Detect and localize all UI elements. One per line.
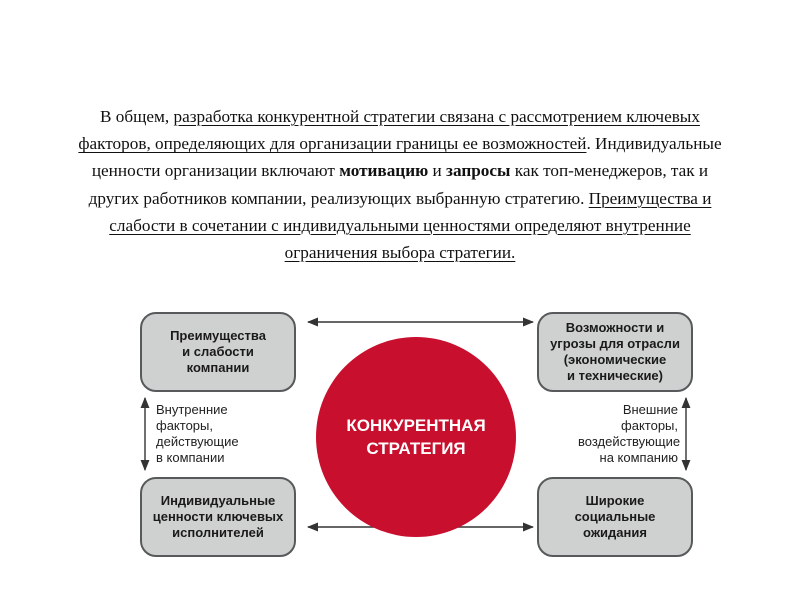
- intro-underlined-2: Преимущества и слабости в сочетании с индивидуальными ценностями определяют внутренние ограничения выбора стратегии.: [109, 188, 712, 263]
- intro-text-1: В общем,: [100, 107, 174, 126]
- intro-text-2: . Индивидуальные ценности организации включают: [91, 134, 722, 181]
- box-social-expectations: Широкие социальные ожидания: [537, 477, 693, 557]
- label-external-factors: Внешние факторы, воздействующие на компанию: [578, 402, 681, 465]
- competitive-strategy-circle: КОНКУРЕНТНАЯ СТРАТЕГИЯ: [316, 337, 516, 537]
- intro-text-4: как топ-менеджеров, так и других работников компании, реализующих выбранную стратегию.: [88, 161, 709, 208]
- intro-bold-requests: запросы: [446, 161, 511, 181]
- intro-underlined-1: разработка конкурентной стратегии связана с рассмотрением ключевых факторов, определяющих для организации границы ее возможностей: [78, 107, 700, 154]
- label-internal-factors: Внутренние факторы, действующие в компании: [156, 402, 239, 465]
- intro-text-3: и: [428, 161, 447, 181]
- intro-bold-motivation: мотивацию: [339, 161, 429, 181]
- box-individual-values: Индивидуальные ценности ключевых исполнителей: [140, 477, 296, 557]
- box-strengths-weaknesses: Преимущества и слабости компании: [140, 312, 296, 392]
- box-opportunities-threats: Возможности и угрозы для отрасли (экономические и технические): [537, 312, 693, 392]
